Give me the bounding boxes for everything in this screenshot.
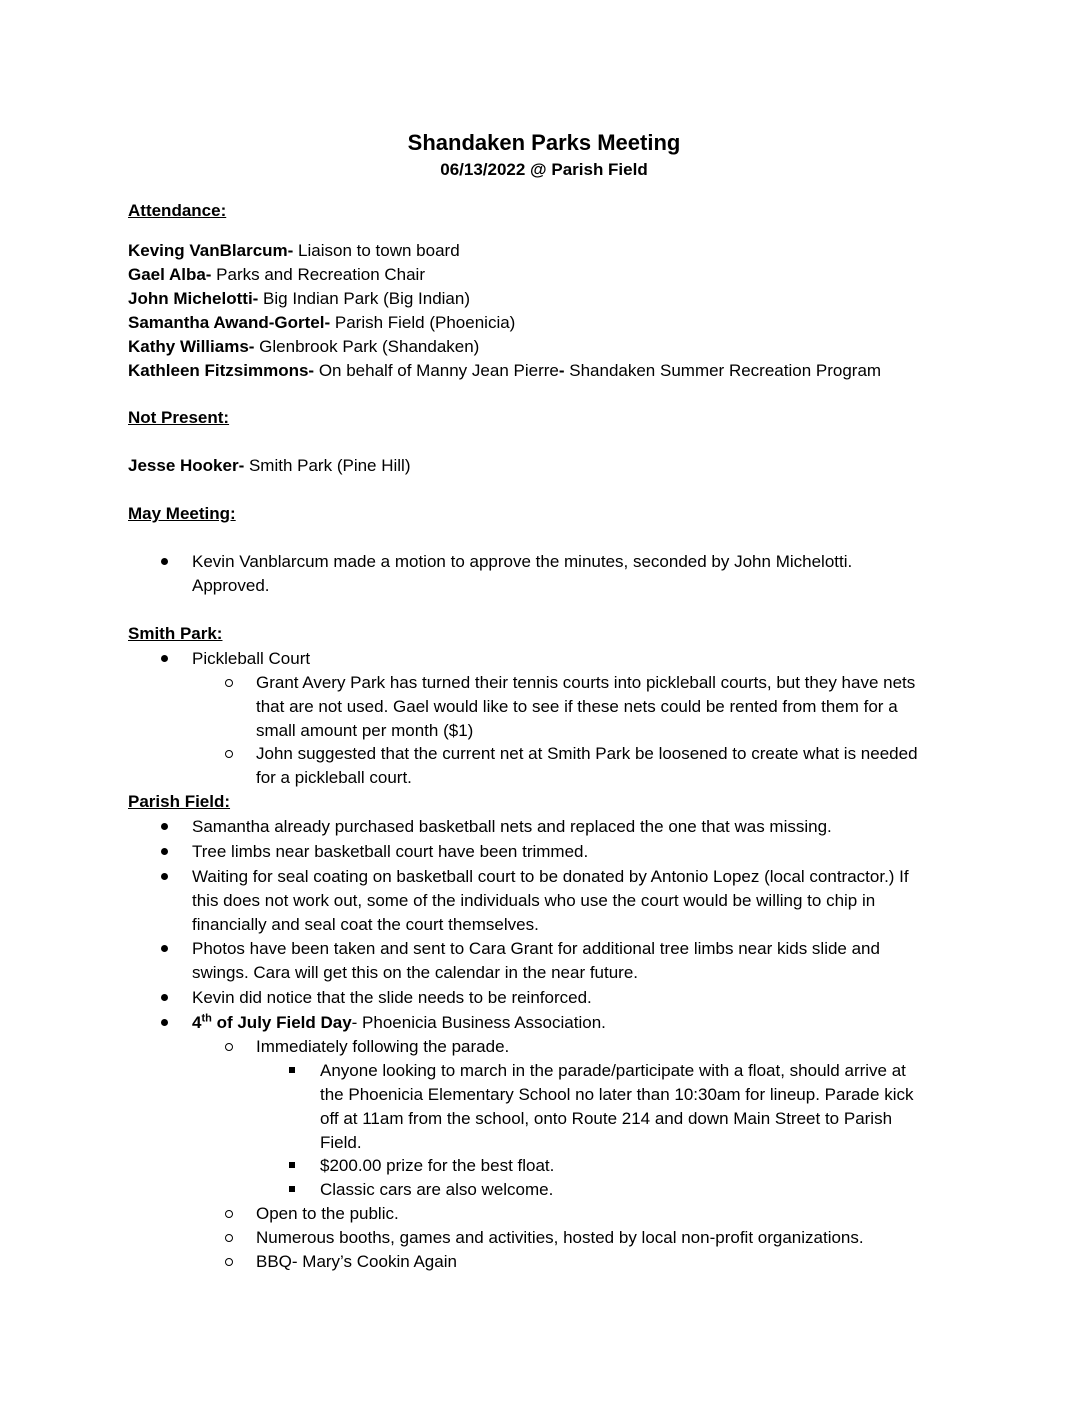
bullet-dot <box>161 994 168 1001</box>
absentee-name: Jesse Hooker- <box>128 456 245 475</box>
parish-field-bullet: Samantha already purchased basketball nets and replaced the one that was missing. <box>192 817 832 836</box>
field-day-sub: Open to the public. <box>256 1204 399 1223</box>
bullet-dot <box>161 1019 168 1026</box>
parish-field-bullet: Tree limbs near basketball court have been trimmed. <box>192 842 589 861</box>
attendee-name: Kathy Williams- <box>128 337 255 356</box>
document-title: Shandaken Parks Meeting <box>407 130 681 155</box>
attendee-name: Gael Alba- <box>128 265 212 284</box>
attendee <box>128 263 425 287</box>
attendee <box>128 359 881 383</box>
bullet-dot <box>161 945 168 952</box>
square-bullet <box>289 1162 295 1168</box>
parade-line: Field. <box>320 1133 362 1152</box>
smith-park-sub-line: for a pickleball court. <box>256 768 412 787</box>
square-bullet <box>289 1186 295 1192</box>
smith-park-sub-line: small amount per month ($1) <box>256 721 474 740</box>
bullet-dot <box>161 558 168 565</box>
parish-field-bullet-line: swings. Cara will get this on the calendar in the near future. <box>192 963 639 982</box>
attendee-program: Shandaken Summer Recreation Program <box>564 361 882 380</box>
attendee-role: Parish Field (Phoenicia) <box>330 313 516 332</box>
field-day-organizer: - Phoenicia Business Association. <box>351 1013 606 1032</box>
bullet-dot <box>161 655 168 662</box>
sub-bullet-circle <box>225 679 233 687</box>
attendee-role: Parks and Recreation Chair <box>211 265 425 284</box>
smith-park-sub-line: Grant Avery Park has turned their tennis courts into pickleball courts, but they have nets <box>256 673 916 692</box>
may-meeting-text-line: Kevin Vanblarcum made a motion to approve the minutes, seconded by John Michelotti. <box>192 552 853 571</box>
field-day-bullet <box>192 1011 606 1035</box>
smith-park-heading: Smith Park: <box>128 624 223 643</box>
attendee-role: Big Indian Park (Big Indian) <box>258 289 470 308</box>
may-meeting-heading: May Meeting: <box>128 504 236 523</box>
prize-line: $200.00 prize for the best float. <box>320 1156 555 1175</box>
attendance-heading: Attendance: <box>128 201 227 220</box>
field-day-title: of July Field Day <box>211 1013 352 1032</box>
parish-field-bullet-line: Photos have been taken and sent to Cara Grant for additional tree limbs near kids slide and <box>192 939 880 958</box>
attendee-dash: - <box>558 361 565 380</box>
attendee-role: On behalf of Manny Jean Pierre <box>314 361 559 380</box>
attendee <box>128 239 460 263</box>
sub-bullet-circle <box>225 1258 233 1266</box>
attendee-name: Keving VanBlarcum- <box>128 241 294 260</box>
sub-bullet-circle <box>225 750 233 758</box>
parish-field-bullet-line: Waiting for seal coating on basketball court to be donated by Antonio Lopez (local contractor.) If <box>192 867 909 886</box>
parish-field-bullet-line: financially and seal coat the court themselves. <box>192 915 539 934</box>
parade-line: off at 11am from the school, onto Route 214 and down Main Street to Parish <box>320 1109 893 1128</box>
bullet-dot <box>161 873 168 880</box>
attendee-name: Kathleen Fitzsimmons- <box>128 361 315 380</box>
parade-line: Anyone looking to march in the parade/participate with a float, should arrive at <box>320 1061 906 1080</box>
may-meeting-text-line: Approved. <box>192 576 270 595</box>
document-subtitle: 06/13/2022 @ Parish Field <box>440 160 648 179</box>
smith-park-sub-line: that are not used. Gael would like to see if these nets could be rented from them for a <box>256 697 898 716</box>
sub-bullet-circle <box>225 1210 233 1218</box>
attendee <box>128 311 515 335</box>
attendee <box>128 287 470 311</box>
field-day-sub: Numerous booths, games and activities, hosted by local non-profit organizations. <box>256 1228 864 1247</box>
bullet-dot <box>161 848 168 855</box>
parish-field-bullet: Kevin did notice that the slide needs to be reinforced. <box>192 988 592 1007</box>
field-day-ordinal: th <box>201 1012 212 1025</box>
attendee-role: Liaison to town board <box>293 241 460 260</box>
square-bullet <box>289 1067 295 1073</box>
parade-line: the Phoenicia Elementary School no later than 10:30am for lineup. Parade kick <box>320 1085 914 1104</box>
absentee <box>128 454 411 478</box>
sub-bullet-circle <box>225 1234 233 1242</box>
attendee-name: John Michelotti- <box>128 289 259 308</box>
classic-cars-line: Classic cars are also welcome. <box>320 1180 554 1199</box>
field-day-sub: BBQ- Mary’s Cookin Again <box>256 1252 457 1271</box>
attendee-name: Samantha Awand-Gortel- <box>128 313 331 332</box>
field-day-number: 4 <box>192 1013 202 1032</box>
attendee <box>128 335 479 359</box>
sub-bullet-circle <box>225 1043 233 1051</box>
smith-park-sub-line: John suggested that the current net at Smith Park be loosened to create what is needed <box>256 744 918 763</box>
parish-field-bullet-line: this does not work out, some of the individuals who use the court would be willing to chip in <box>192 891 876 910</box>
smith-park-bullet: Pickleball Court <box>192 649 311 668</box>
bullet-dot <box>161 823 168 830</box>
attendee-role: Glenbrook Park (Shandaken) <box>254 337 480 356</box>
parish-field-heading: Parish Field: <box>128 792 231 811</box>
field-day-sub: Immediately following the parade. <box>256 1037 510 1056</box>
absentee-role: Smith Park (Pine Hill) <box>244 456 411 475</box>
not-present-heading: Not Present: <box>128 408 230 427</box>
